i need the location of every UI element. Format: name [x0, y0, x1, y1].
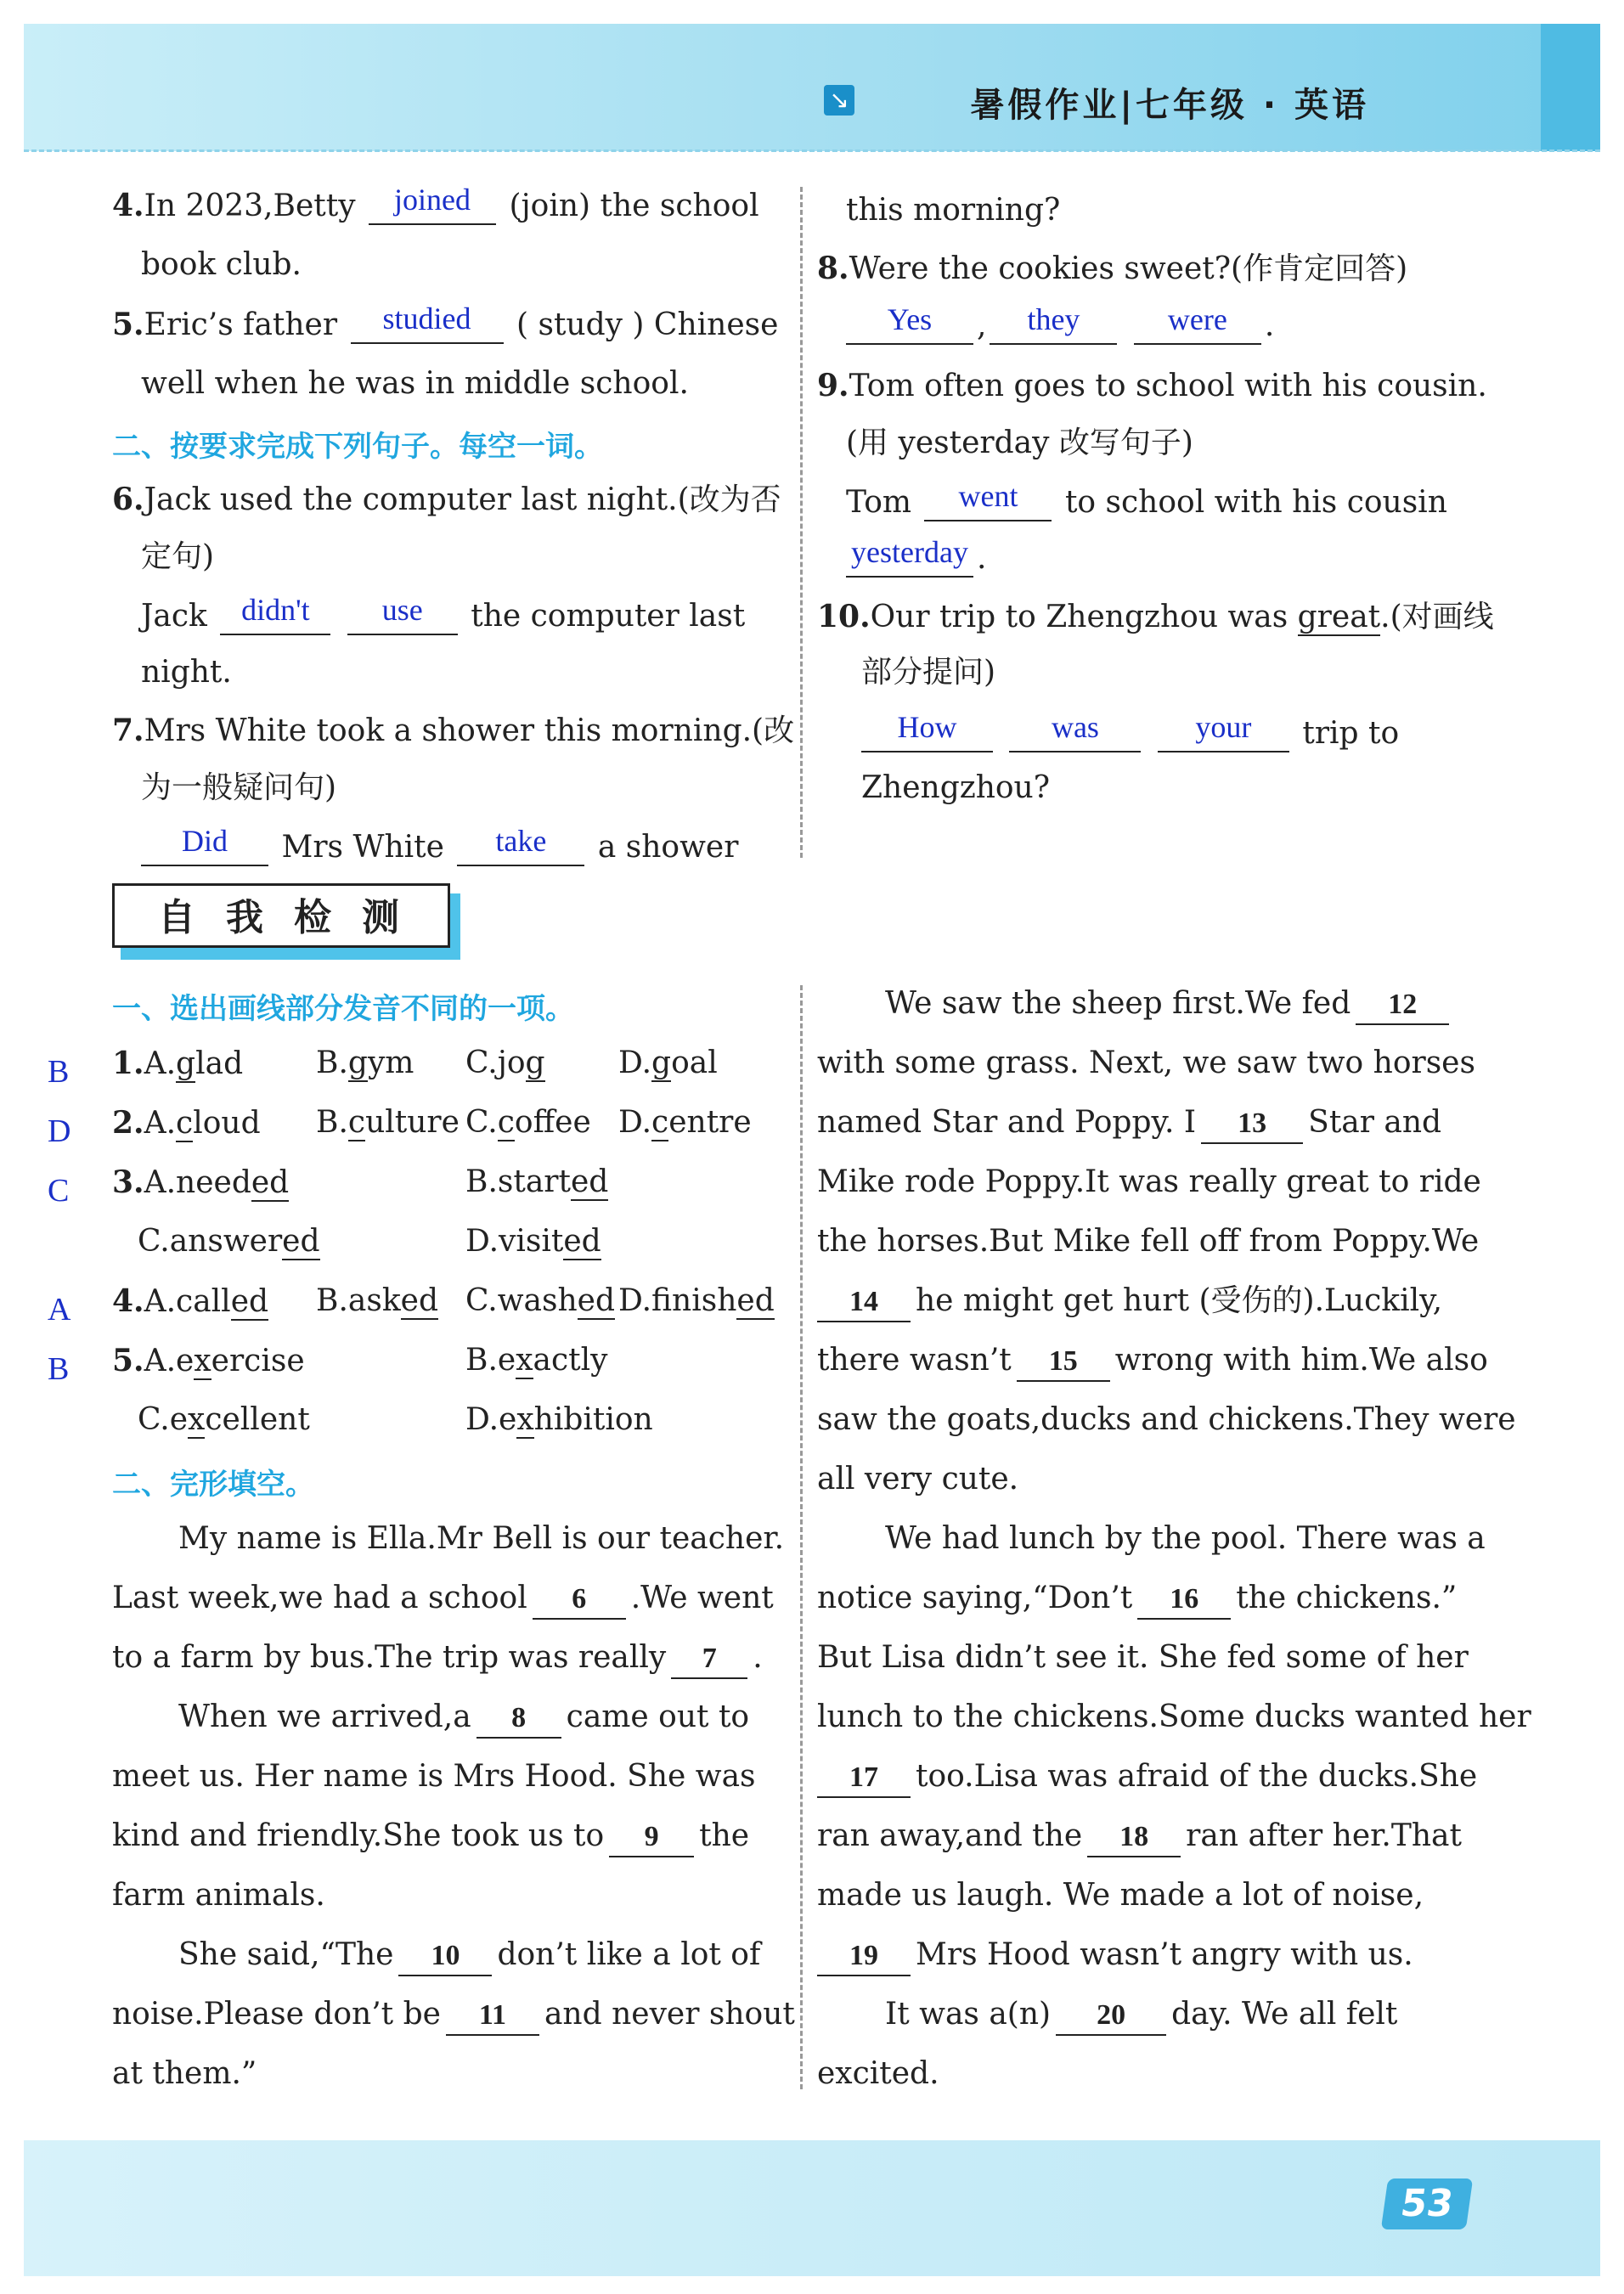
phon-q5: 5.A.exercise	[112, 1343, 305, 1378]
phon-q1: 1.A.glad	[112, 1046, 244, 1081]
blank-15: 15	[1017, 1343, 1110, 1382]
cloze-l9: noise.Please don’t be 11 and never shout	[112, 1996, 795, 2036]
phon-q1-d: D.goal	[618, 1046, 718, 1080]
q10-line2: 部分提问)	[861, 655, 996, 690]
phon-q3-d: D.visited	[465, 1224, 601, 1259]
blank-11: 11	[446, 1997, 539, 2036]
q10-line: 10.Our trip to Zhengzhou was great.(对画线	[817, 599, 1494, 634]
cloze-r7: there wasn’t 15 wrong with him.We also	[817, 1342, 1488, 1382]
answer-were: were	[1167, 302, 1227, 336]
answer-joined: joined	[394, 183, 471, 217]
q6-line2: 定句)	[141, 539, 215, 574]
cloze-r19: excited.	[817, 2056, 939, 2091]
book-logo-icon: ↘	[824, 85, 854, 116]
cloze-r11: notice saying,“Don’t 16 the chickens.”	[817, 1580, 1457, 1620]
blank-19: 19	[817, 1937, 911, 1976]
column-divider-top	[800, 187, 803, 858]
q6-line: 6.Jack used the computer last night.(改为否	[112, 482, 781, 517]
footer-band	[24, 2140, 1600, 2276]
cloze-l10: at them.”	[112, 2056, 257, 2091]
phon-q4: 4.A.called	[112, 1283, 269, 1319]
page-number: 53	[1381, 2178, 1473, 2229]
q9-line: 9.Tom often goes to school with his cousin.	[817, 368, 1487, 403]
header-title: 暑假作业|七年级 · 英语	[970, 86, 1369, 125]
q9-line2: (用 yesterday 改写句子)	[846, 426, 1193, 460]
phon-q2-b: B.culture	[316, 1105, 460, 1140]
phonetics-title: 一、选出画线部分发音不同的一项。	[112, 992, 574, 1026]
answer-use: use	[381, 593, 423, 627]
cloze-r9: all very cute.	[817, 1462, 1019, 1496]
phonetics-answer-5: B	[48, 1351, 70, 1387]
q7-line: 7.Mrs White took a shower this morning.(改	[112, 713, 795, 748]
self-check-title: 自我检测	[112, 883, 450, 948]
phonetics-answer-1: B	[48, 1054, 70, 1090]
q4-line: 4.In 2023,Betty joined (join) the school	[112, 183, 759, 223]
self-check-banner	[112, 883, 452, 955]
cloze-l6: kind and friendly.She took us to 9 the	[112, 1818, 749, 1857]
phon-q5-c: C.excellent	[138, 1402, 310, 1437]
q8-line: 8.Were the cookies sweet?(作肯定回答)	[817, 251, 1408, 286]
q4-cont: book club.	[141, 247, 302, 282]
q10-answer-line: How was your trip to	[858, 715, 1399, 752]
cloze-r1: We saw the sheep first.We fed 12	[885, 985, 1454, 1025]
answer-did: Did	[182, 824, 228, 858]
q6-cont: night.	[141, 655, 232, 690]
blank-14: 14	[817, 1283, 911, 1322]
q7-line2: 为一般疑问句)	[141, 770, 337, 805]
cloze-l8: She said,“The 10 don’t like a lot of	[178, 1936, 760, 1976]
blank-13: 13	[1201, 1105, 1303, 1144]
cloze-r18: It was a(n) 20 day. We all felt	[885, 1996, 1397, 2036]
cloze-l7: farm animals.	[112, 1878, 325, 1913]
cloze-l1: My name is Ella.Mr Bell is our teacher.	[178, 1521, 785, 1556]
cloze-r10: We had lunch by the pool. There was a	[885, 1521, 1486, 1556]
q6-answer-line: Jack didn't use the computer last	[141, 593, 746, 634]
cloze-l5: meet us. Her name is Mrs Hood. She was	[112, 1759, 756, 1794]
answer-your: your	[1195, 710, 1252, 744]
q8-answer-line: Yes , they were .	[843, 307, 1274, 345]
phon-q2-c: C.coffee	[465, 1105, 591, 1140]
phon-q5-b: B.exactly	[465, 1343, 608, 1378]
phon-q3: 3.A.needed	[112, 1164, 290, 1200]
cloze-l2: Last week,we had a school 6 .We went	[112, 1580, 774, 1620]
cloze-r15: ran away,and the 18 ran after her.That	[817, 1818, 1462, 1857]
phon-q3-c: C.answered	[138, 1224, 320, 1259]
column-divider-bottom	[800, 985, 803, 2089]
section2-title: 二、按要求完成下列句子。每空一词。	[112, 430, 603, 464]
blank-12: 12	[1356, 986, 1449, 1025]
answer-how: How	[897, 710, 957, 744]
phonetics-answer-3: C	[48, 1173, 70, 1209]
answer-yesterday: yesterday	[851, 535, 968, 569]
phonetics-answer-2: D	[48, 1113, 71, 1149]
cloze-r14: 17 too.Lisa was afraid of the ducks.She	[817, 1758, 1477, 1798]
blank-8: 8	[476, 1699, 561, 1739]
header-divider	[24, 149, 1600, 152]
phon-q1-b: B.gym	[316, 1046, 414, 1080]
header-edge	[1541, 24, 1600, 151]
blank-16: 16	[1137, 1581, 1231, 1620]
cloze-r3: named Star and Poppy. I 13 Star and	[817, 1104, 1441, 1144]
phon-q5-d: D.exhibition	[465, 1402, 653, 1437]
phonetics-answer-4: A	[48, 1292, 71, 1327]
cloze-l4: When we arrived,a 8 came out to	[178, 1699, 749, 1739]
q10-cont: Zhengzhou?	[861, 770, 1051, 805]
cloze-l3: to a farm by bus.The trip was really 7 .	[112, 1639, 763, 1679]
phon-q2: 2.A.cloud	[112, 1105, 261, 1141]
q9-answer-line: Tom went to school with his cousin	[846, 479, 1447, 520]
phon-q1-c: C.jog	[465, 1046, 545, 1080]
cloze-r6: 14 he might get hurt (受伤的).Luckily,	[817, 1282, 1442, 1322]
cloze-r4: Mike rode Poppy.It was really great to ride	[817, 1164, 1481, 1199]
cloze-r8: saw the goats,ducks and chickens.They were	[817, 1402, 1516, 1437]
cloze-r17: 19 Mrs Hood wasn’t angry with us.	[817, 1936, 1413, 1976]
q5-line: 5.Eric’s father studied ( study ) Chinese	[112, 302, 779, 342]
phon-q3-b: B.started	[465, 1164, 609, 1199]
phon-q4-b: B.asked	[316, 1283, 439, 1318]
q5-cont: well when he was in middle school.	[141, 366, 689, 401]
cloze-title: 二、完形填空。	[112, 1468, 314, 1502]
q9-answer-line2: yesterday .	[846, 540, 986, 578]
cloze-r12: But Lisa didn’t see it. She fed some of her	[817, 1640, 1469, 1675]
blank-7: 7	[671, 1640, 747, 1679]
blank-6: 6	[533, 1581, 626, 1620]
blank-18: 18	[1087, 1818, 1181, 1857]
answer-yes: Yes	[887, 302, 933, 336]
answer-was: was	[1051, 710, 1099, 744]
blank-10: 10	[398, 1937, 492, 1976]
blank-17: 17	[817, 1759, 911, 1798]
answer-take: take	[495, 824, 547, 858]
phon-q4-d: D.finished	[618, 1283, 775, 1318]
blank-20: 20	[1056, 1997, 1166, 2036]
blank-9: 9	[609, 1818, 694, 1857]
answer-they: they	[1027, 302, 1080, 336]
cloze-r16: made us laugh. We made a lot of noise,	[817, 1878, 1424, 1913]
answer-studied: studied	[382, 302, 471, 335]
cloze-r5: the horses.But Mike fell off from Poppy.We	[817, 1224, 1480, 1259]
cloze-r2: with some grass. Next, we saw two horses	[817, 1046, 1475, 1080]
q7-answer-line: Did Mrs White take a shower	[138, 829, 738, 866]
phon-q2-d: D.centre	[618, 1105, 752, 1140]
cloze-r13: lunch to the chickens.Some ducks wanted her	[817, 1699, 1531, 1734]
answer-didnt: didn't	[241, 593, 310, 627]
q7-cont: this morning?	[846, 193, 1061, 228]
answer-went: went	[958, 479, 1018, 513]
phon-q4-c: C.washed	[465, 1283, 616, 1318]
